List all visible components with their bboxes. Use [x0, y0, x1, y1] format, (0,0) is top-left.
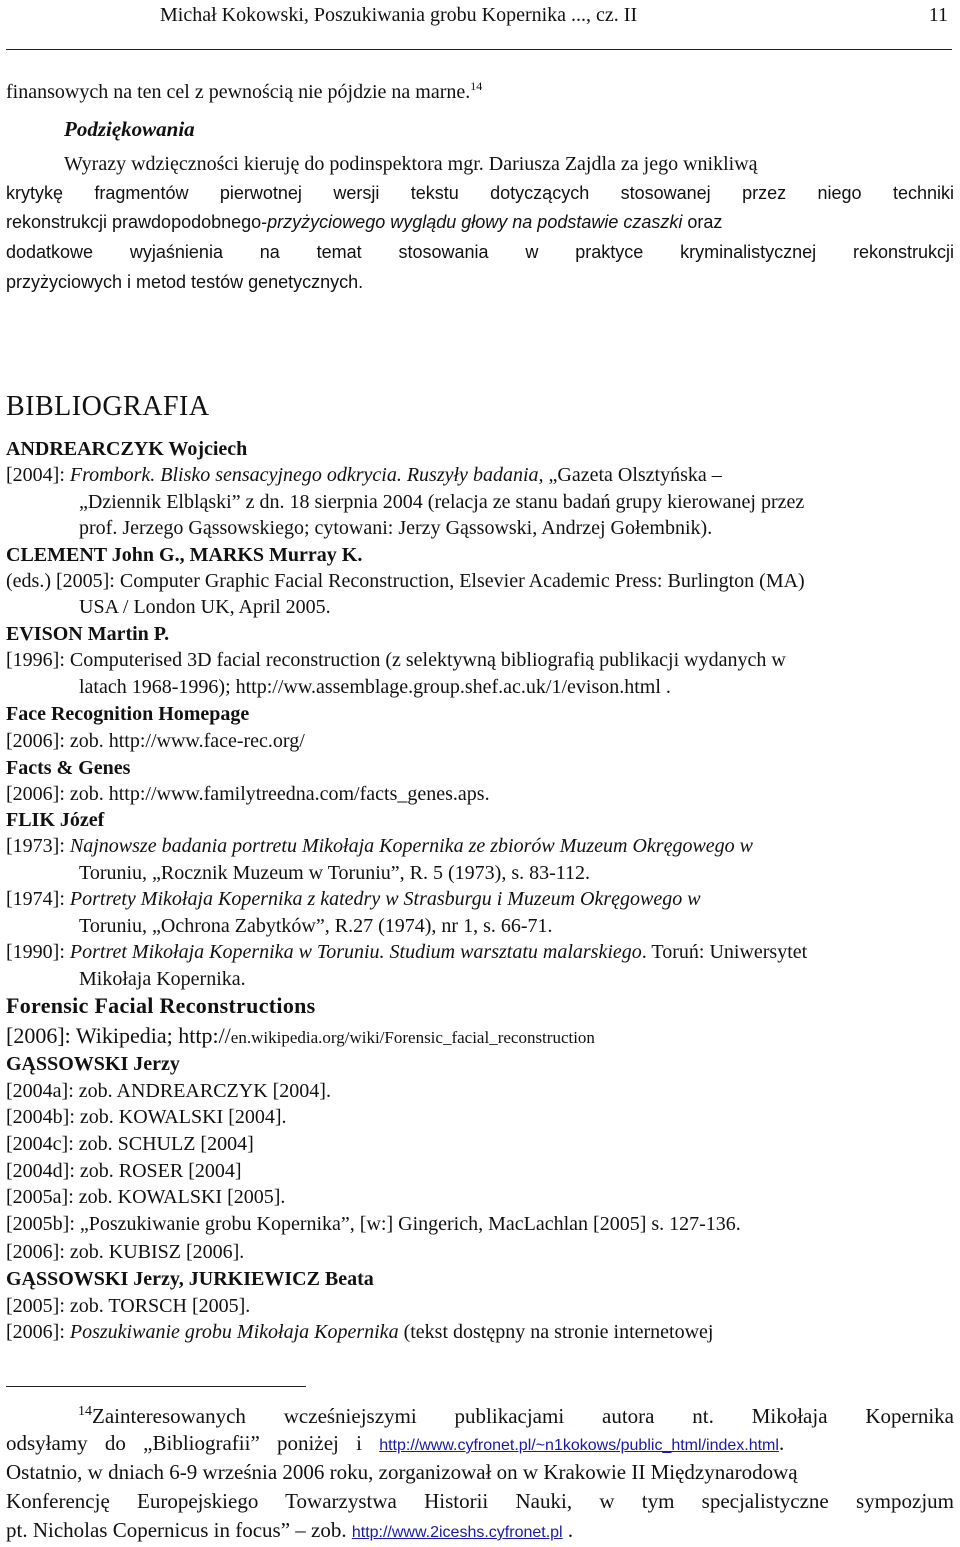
intro-line [6, 74, 482, 104]
bib-author: ANDREARCZYK Wojciech [6, 438, 248, 460]
bib-entry-line: [2004a]: zob. ANDREARCZYK [2004]. [6, 1080, 331, 1102]
bib-author: Face Recognition Homepage [6, 703, 250, 725]
bib-entry-line [6, 1320, 713, 1344]
bib-author: Forensic Facial Reconstructions [6, 993, 316, 1018]
page-number: 11 [928, 4, 948, 26]
bib-title: Portret Mikołaja Kopernika w Toruniu. Studium warsztatu malarskiego [69, 941, 642, 963]
footnote-line: Konferencję Europejskiego Towarzystwa Historii Nauki, w tym specjalistyczne sympozjum [6, 1489, 954, 1513]
header-rule [6, 49, 952, 50]
bib-entry-line[interactable]: [2006]: zob. http://www.familytreedna.com/facts_genes.aps. [6, 783, 490, 805]
footnote-text: odsyłamy do „Bibliografii” poniżej i [6, 1431, 380, 1455]
ack-line: Wyrazy wdzięczności kieruję do podinspektora mgr. Dariusza Zajdla za jego wnikliwą [64, 153, 758, 175]
footnote-line [6, 1516, 573, 1547]
ack-line: dodatkowe wyjaśnienia na temat stosowania w praktyce kryminalistycznej rekonstrukcji [6, 242, 954, 262]
bib-entry-line: USA / London UK, April 2005. [79, 596, 331, 618]
acknowledgements-heading: Podziękowania [64, 117, 195, 141]
bib-entry-line: [2004b]: zob. KOWALSKI [2004]. [6, 1106, 287, 1128]
bib-source: . Toruń: Uniwersytet [641, 941, 808, 963]
footnote-text: pt. Nicholas Copernicus in focus” – zob. [6, 1518, 352, 1542]
bibliography-heading: BIBLIOGRAFIA [6, 391, 210, 422]
bib-entry-line: Mikołaja Kopernika. [79, 968, 246, 990]
ack-line: przyżyciowych i metod testów genetycznych. [6, 272, 364, 292]
bib-entry-line: [2005]: zob. TORSCH [2005]. [6, 1295, 251, 1317]
bib-author: FLIK Józef [6, 809, 105, 831]
bib-title: Frombork. Blisko sensacyjnego odkrycia. Ruszyły badania, [69, 464, 544, 486]
footnote-line: Ostatnio, w dniach 6-9 września 2006 roku, zorganizował on w Krakowie II Międzynarodową [6, 1460, 798, 1484]
footnote-line [6, 1429, 954, 1460]
bib-year: [2004]: [6, 464, 70, 486]
bib-source: „Gazeta Olsztyńska – [543, 464, 722, 486]
ack-text: oraz [682, 212, 723, 232]
bib-entry-line [6, 940, 807, 964]
ack-line: krytykę fragmentów pierwotnej wersji tekstu dotyczących stosowanej przez niego techniki [6, 183, 954, 203]
bib-url[interactable]: en.wikipedia.org/wiki/Forensic_facial_reconstruction [230, 1028, 595, 1047]
footnote-link[interactable]: http://www.cyfronet.pl/~n1kokows/public_html/index.html [379, 1437, 779, 1454]
bib-entry-line: (eds.) [2005]: Computer Graphic Facial Reconstruction, Elsevier Academic Press: Burlington (MA) [6, 570, 805, 592]
bib-author: Facts & Genes [6, 757, 131, 779]
bib-entry-line: [2005b]: „Poszukiwanie grobu Kopernika”, [w:] Gingerich, MacLachlan [2005] s. 127-136. [6, 1213, 741, 1235]
bib-year: [1974]: [6, 888, 70, 910]
bib-author: EVISON Martin P. [6, 623, 170, 645]
bib-entry-line: [2006]: zob. KUBISZ [2006]. [6, 1241, 245, 1263]
footnote-mark: 14 [78, 1404, 92, 1419]
footnote-text: Zainteresowanych wcześniejszymi publikacjami autora nt. Mikołaja Kopernika [92, 1404, 954, 1428]
footnote-text: . [778, 1431, 785, 1455]
intro-text: finansowych na ten cel z pewnością nie pójdzie na marne. [6, 81, 471, 103]
footnote-rule [6, 1386, 306, 1387]
bib-entry-line: [2004d]: zob. ROSER [2004] [6, 1160, 242, 1182]
ack-italic-text: przyżyciowego wyglądu głowy na podstawie czaszki [267, 212, 683, 232]
bib-entry-line: „Dziennik Elbląski” z dn. 18 sierpnia 2004 (relacja ze stanu badań grupy kierowanej przez [79, 491, 805, 513]
bib-entry-line: Toruniu, „Rocznik Muzeum w Toruniu”, R. 5 (1973), s. 83-112. [79, 862, 591, 884]
running-header [0, 4, 960, 28]
bib-title: Portrety Mikołaja Kopernika z katedry w Strasburgu i Muzeum Okręgowego w [69, 888, 701, 910]
bib-title: Najnowsze badania portretu Mikołaja Kopernika ze zbiorów Muzeum Okręgowego w [69, 835, 754, 857]
bib-author: GĄSSOWSKI Jerzy [6, 1053, 180, 1075]
bib-year: [2006]: [6, 1321, 70, 1343]
footnote-text: . [562, 1518, 574, 1542]
bib-entry-line: [2004c]: zob. SCHULZ [2004] [6, 1133, 254, 1155]
bib-entry-line [6, 1024, 595, 1050]
ack-text: rekonstrukcji prawdopodobnego- [6, 212, 268, 232]
bib-entry-line: [1996]: Computerised 3D facial reconstruction (z selektywną bibliografią publikacji wydanych w [6, 649, 786, 671]
footnote-link[interactable]: http://www.2iceshs.cyfronet.pl [351, 1524, 563, 1541]
ack-line [6, 210, 954, 234]
bib-entry-line: [2005a]: zob. KOWALSKI [2005]. [6, 1186, 286, 1208]
bib-entry-line [6, 834, 753, 858]
bib-author: GĄSSOWSKI Jerzy, JURKIEWICZ Beata [6, 1268, 374, 1290]
bib-author: CLEMENT John G., MARKS Murray K. [6, 544, 363, 566]
bib-source: (tekst dostępny na stronie internetowej [398, 1321, 714, 1343]
bib-entry-line: Toruniu, „Ochrona Zabytków”, R.27 (1974), nr 1, s. 66-71. [79, 915, 553, 937]
bib-year: [1990]: [6, 941, 70, 963]
bib-entry-line[interactable]: [2006]: zob. http://www.face-rec.org/ [6, 730, 305, 752]
footnote-ref[interactable]: 14 [470, 79, 483, 93]
bib-entry-line: prof. Jerzego Gąssowskiego; cytowani: Jerzy Gąssowski, Andrzej Gołembnik). [79, 517, 713, 539]
running-title: Michał Kokowski, Poszukiwania grobu Kopernika ..., cz. II [160, 4, 638, 26]
bib-entry-line[interactable]: latach 1968-1996); http://ww.assemblage.group.shef.ac.uk/1/evison.html . [79, 676, 671, 698]
footnote-line [78, 1398, 954, 1430]
bib-year: [1973]: [6, 835, 70, 857]
bib-entry-line [6, 887, 701, 911]
bib-year: [2006]: Wikipedia; http:// [6, 1023, 231, 1048]
bib-entry-line [6, 463, 722, 487]
bib-title: Poszukiwanie grobu Mikołaja Kopernika [69, 1321, 399, 1343]
